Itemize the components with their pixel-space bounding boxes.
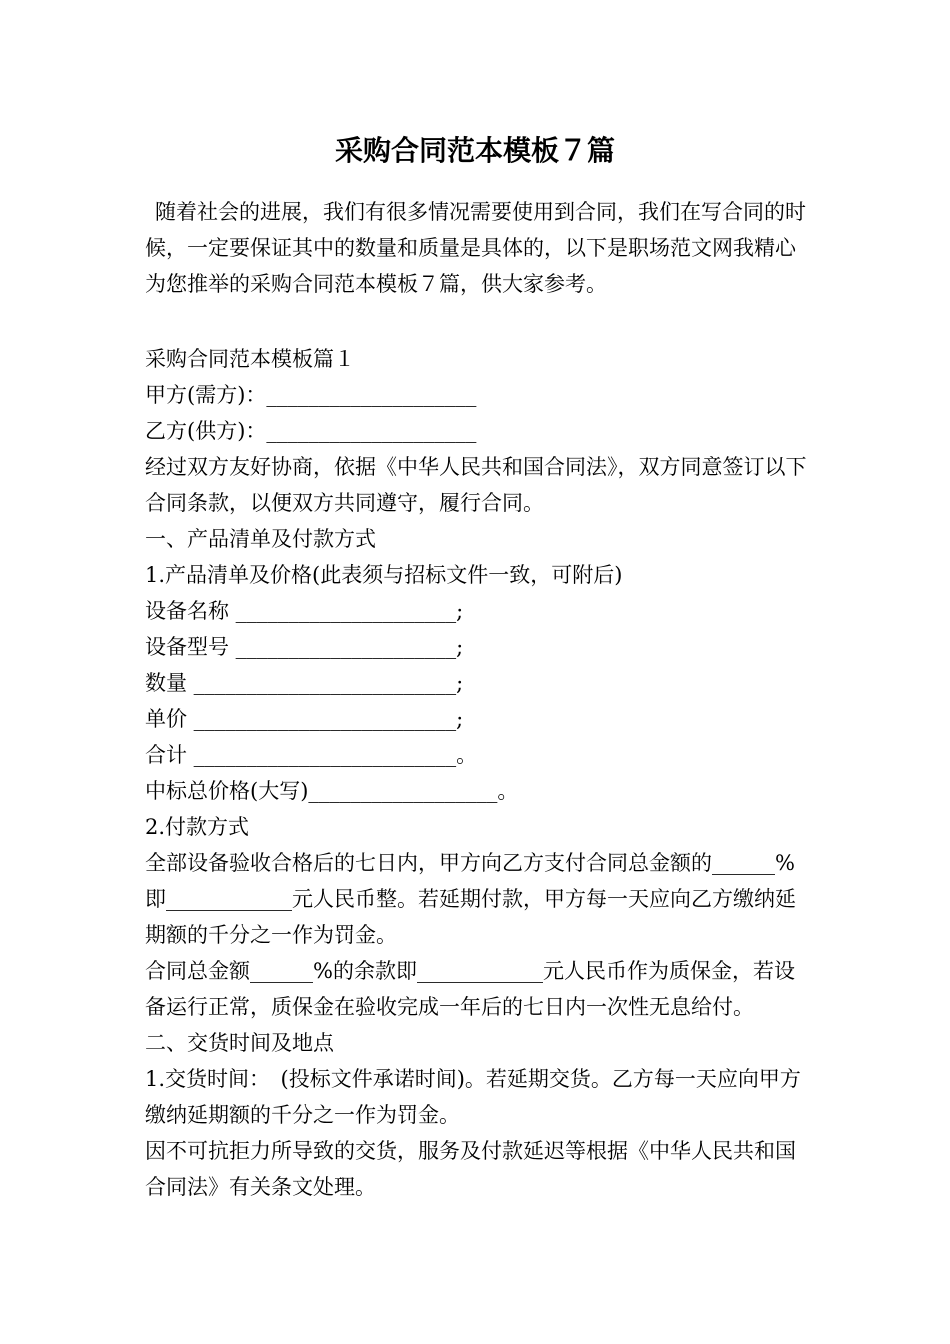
product-list-heading: 1.产品清单及价格(此表须与招标文件一致，可附后) <box>145 563 623 587</box>
intro-paragraph: 随着社会的进展，我们有很多情况需要使用到合同，我们在写合同的时候，一定要保证其中的数量和质量是具体的，以下是职场范文网我精心为您推举的采购合同范本模板７篇，供大家参考。 <box>145 200 806 296</box>
payment-paragraph: 全部设备验收合格后的七日内，甲方向乙方支付合同总金额的______%即____________元人民币整。若延期付款，甲方每一天应向乙方缴纳延期额的千分之一作为罚金。 <box>145 851 796 947</box>
unit-price-line: 单价 _________________________; <box>145 707 464 731</box>
party-b-line: 乙方(供方)：____________________ <box>145 419 477 443</box>
section-heading-delivery: 二、交货时间及地点 <box>145 1031 334 1055</box>
payment-method-heading: 2.付款方式 <box>145 815 250 839</box>
delivery-time-paragraph: 1.交货时间： (投标文件承诺时间)。若延期交货。乙方每一天应向甲方缴纳延期额的千分之一作为罚金。 <box>145 1067 801 1127</box>
quantity-line: 数量 _________________________; <box>145 671 464 695</box>
warranty-paragraph: 合同总金额______%的余款即____________元人民币作为质保金，若设备运行正常，质保金在验收完成一年后的七日内一次性无息给付。 <box>145 959 795 1019</box>
bid-total-price-line: 中标总价格(大写)__________________。 <box>145 779 519 803</box>
section-heading-products-payment: 一、产品清单及付款方式 <box>145 527 376 551</box>
force-majeure-paragraph: 因不可抗拒力所导致的交货，服务及付款延迟等根据《中华人民共和国合同法》有关条文处理。 <box>145 1139 796 1199</box>
document-title: 采购合同范本模板７篇 <box>334 134 615 167</box>
agreement-paragraph: 经过双方友好协商，依据《中华人民共和国合同法》，双方同意签订以下合同条款，以便双方共同遵守，履行合同。 <box>145 455 807 515</box>
equipment-model-line: 设备型号 _____________________; <box>145 635 464 659</box>
contract-body <box>145 341 810 1205</box>
equipment-name-line: 设备名称 _____________________; <box>145 599 464 623</box>
party-a-line: 甲方(需方)：____________________ <box>145 383 477 407</box>
total-line: 合计 _________________________。 <box>145 743 478 767</box>
section-heading-template-1: 采购合同范本模板篇１ <box>145 347 355 371</box>
